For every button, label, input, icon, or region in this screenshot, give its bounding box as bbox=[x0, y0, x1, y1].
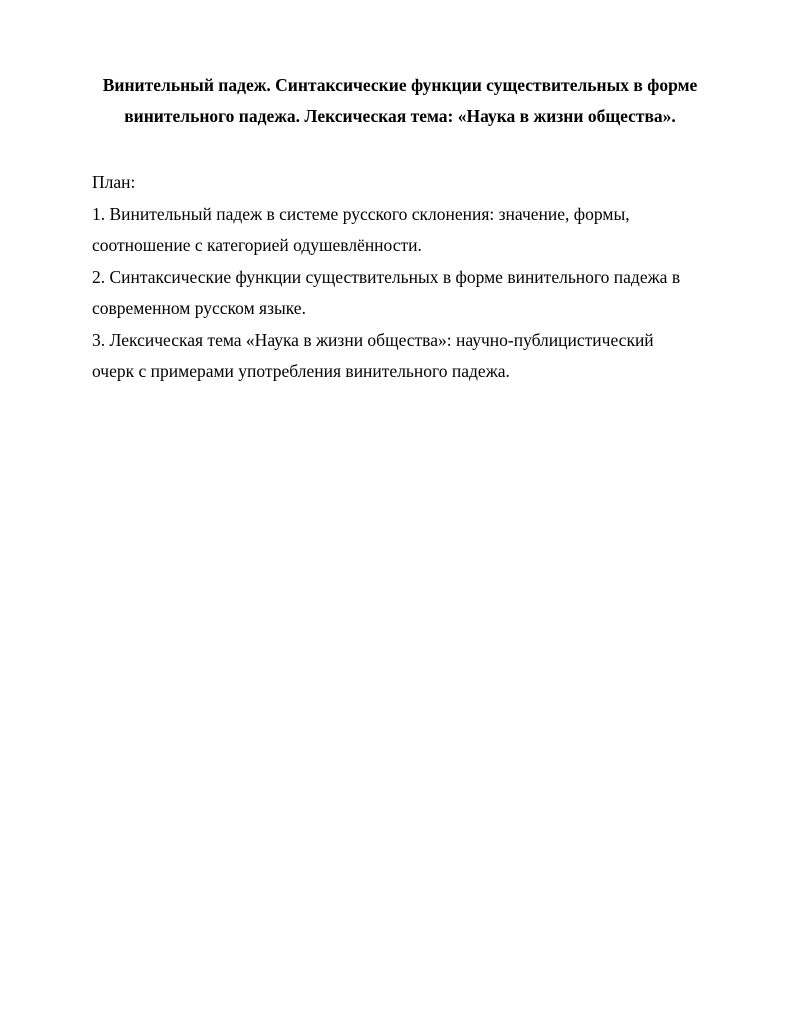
plan-item-2-line-2: современном русском языке. bbox=[92, 298, 306, 318]
document-title bbox=[80, 70, 720, 132]
plan-label: План: bbox=[92, 172, 136, 192]
plan-item-1-line-1: 1. Винительный падеж в системе русского склонения: значение, формы, bbox=[92, 203, 630, 224]
plan-section bbox=[92, 167, 732, 388]
title-line: винительного падежа. Лексическая тема: «Наука в жизни общества». bbox=[124, 106, 676, 126]
plan-item-1-line-2: соотношение с категорией одушевлённости. bbox=[92, 235, 422, 255]
title-line: Винительный падеж. Синтаксические функции существительных в форме bbox=[102, 75, 698, 95]
plan-item-2-line-1: 2. Синтаксические функции существительных в форме винительного падежа в bbox=[92, 266, 681, 287]
plan-item-3-line-2: очерк с примерами употребления винительного падежа. bbox=[92, 361, 510, 381]
plan-item-3-line-1: 3. Лексическая тема «Наука в жизни общества»: научно-публицистический bbox=[92, 329, 654, 350]
